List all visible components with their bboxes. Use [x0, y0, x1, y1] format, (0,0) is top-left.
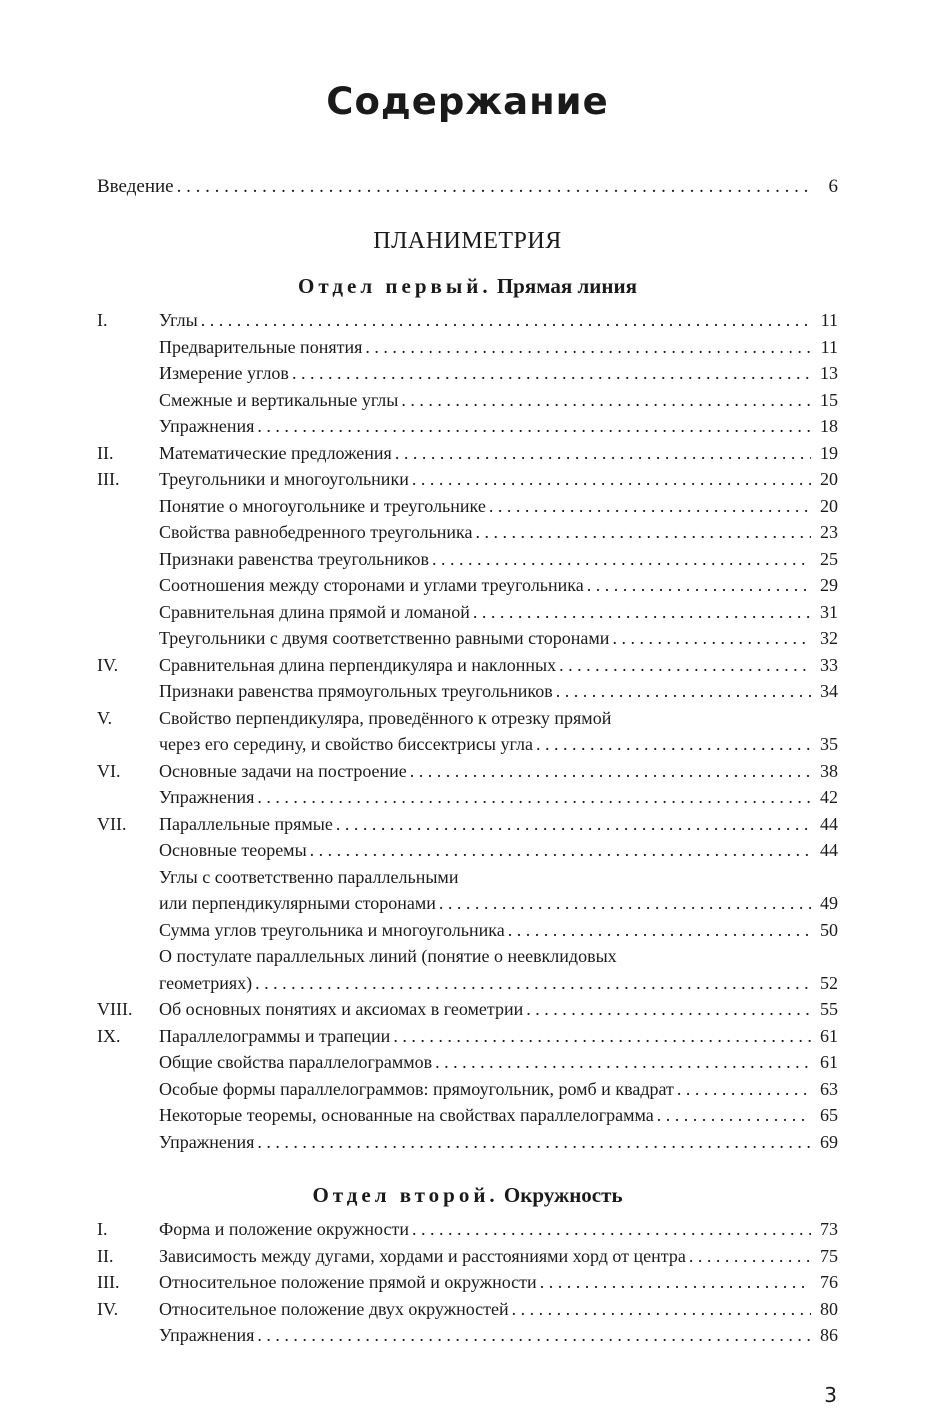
toc-entry-label: Треугольники с двумя соответственно равными сторонами: [159, 628, 610, 648]
leader-dots: [257, 1129, 811, 1156]
leader-dots: [435, 1049, 811, 1076]
toc-entry-number: IX.: [97, 1025, 121, 1046]
section-heading-1: [0, 274, 935, 299]
leader-dots: [395, 440, 811, 467]
leader-dots: [657, 1102, 811, 1129]
toc-entry-page: 52: [820, 972, 838, 993]
toc-section-1: [97, 307, 838, 1155]
toc-entry-label: Углы: [159, 310, 198, 330]
toc-entry-label: Математические предложения: [159, 442, 392, 463]
toc-entry-page: 44: [820, 840, 838, 860]
toc-entry-label: Упражнения: [159, 1131, 255, 1152]
toc-entry-page: 11: [820, 336, 838, 357]
toc-entry-page: 38: [820, 760, 838, 781]
section-heading-name: Окружность: [503, 1183, 623, 1207]
toc-entry-label: Сравнительная длина прямой и ломаной: [159, 601, 470, 622]
toc-entry-label: Упражнения: [159, 1325, 255, 1345]
toc-entry[interactable]: [97, 811, 838, 838]
toc-entry-label: Сумма углов треугольника и многоугольника: [159, 919, 505, 940]
toc-entry-label: Измерение углов: [159, 363, 289, 383]
toc-entry-label: Зависимость между дугами, хордами и расстояниями хорд от центра: [159, 1245, 686, 1266]
leader-dots: [365, 334, 811, 361]
section-heading-prefix: Отдел первый.: [298, 274, 492, 298]
toc-entry-page: 86: [820, 1325, 838, 1345]
toc-entry[interactable]: [97, 334, 838, 361]
leader-dots: [310, 837, 811, 864]
toc-entry-page: 31: [820, 601, 838, 622]
toc-entry-page: 50: [820, 919, 838, 940]
toc-entry-number: I.: [97, 310, 108, 330]
toc-entry-label: Упражнения: [159, 787, 255, 807]
section-heading-2: [0, 1183, 935, 1208]
toc-entry-page: 18: [820, 416, 838, 436]
toc-entry[interactable]: [97, 837, 838, 864]
toc-entry-label: Особые формы параллелограммов: прямоугольник, ромб и квадрат: [159, 1078, 674, 1099]
section-heading-prefix: Отдел второй.: [312, 1183, 499, 1207]
toc-entry[interactable]: [97, 466, 838, 493]
toc-entry-page: 6: [828, 176, 838, 197]
leader-dots: [536, 731, 811, 758]
toc-entry[interactable]: [97, 599, 838, 626]
leader-dots: [201, 307, 811, 334]
toc-entry-label: Сравнительная длина перпендикуляра и наклонных: [159, 654, 557, 675]
toc-entry-page: 15: [820, 389, 838, 410]
toc-entry[interactable]: [97, 413, 838, 440]
leader-dots: [612, 625, 811, 652]
toc-entry-label: Признаки равенства треугольников: [159, 548, 429, 569]
leader-dots: [257, 1322, 811, 1349]
toc-entry-page: 63: [820, 1078, 838, 1099]
leader-dots: [587, 572, 811, 599]
toc-entry-label: Свойства равнобедренного треугольника: [159, 522, 473, 542]
toc-entry-label: или перпендикулярными сторонами: [159, 893, 436, 913]
toc-entry-page: 20: [820, 495, 838, 516]
toc-entry-page: 35: [820, 734, 838, 754]
toc-entry[interactable]: [97, 519, 838, 546]
leader-dots: [412, 1216, 811, 1243]
toc-entry-number: IV.: [97, 1298, 119, 1319]
toc-entry[interactable]: [97, 784, 838, 811]
toc-entry-page: 44: [820, 813, 838, 834]
leader-dots: [439, 890, 811, 917]
toc-entry-page: 13: [820, 363, 838, 383]
toc-entry[interactable]: [97, 890, 838, 917]
toc-entry-page: 23: [820, 522, 838, 542]
toc-entry-label: Некоторые теоремы, основанные на свойствах параллелограмма: [159, 1105, 654, 1125]
toc-entry-page: 19: [820, 442, 838, 463]
toc-entry-label: Параллельные прямые: [159, 813, 333, 834]
toc-entry-page: 32: [820, 628, 838, 648]
leader-dots: [401, 387, 811, 414]
toc-entry[interactable]: [97, 970, 838, 997]
leader-dots: [257, 413, 811, 440]
toc-entry-number: VIII.: [97, 999, 133, 1019]
toc-entry-label: Относительное положение двух окружностей: [159, 1298, 509, 1319]
toc-entry-label: Параллелограммы и трапеции: [159, 1025, 391, 1046]
toc-entry[interactable]: [97, 652, 838, 679]
toc-entry[interactable]: [97, 917, 838, 944]
toc-entry-number: II.: [97, 1245, 114, 1266]
leader-dots: [410, 758, 811, 785]
toc-entry-label: Предварительные понятия: [159, 336, 363, 357]
toc-entry[interactable]: [97, 1076, 838, 1103]
toc-entry-page: 75: [820, 1245, 838, 1266]
leader-dots: [489, 493, 811, 520]
toc-entry[interactable]: [97, 1243, 838, 1270]
toc-entry-label: геометриях): [159, 972, 253, 993]
toc-entry-label: Свойство перпендикуляра, проведённого к отрезку прямой: [159, 707, 612, 728]
toc-entry[interactable]: [97, 1216, 838, 1243]
part-title: ПЛАНИМЕТРИЯ: [373, 228, 562, 254]
toc-entry[interactable]: [97, 864, 838, 891]
leader-dots: [556, 678, 811, 705]
toc-entry[interactable]: [97, 440, 838, 467]
toc-entry-page: 65: [820, 1105, 838, 1125]
toc-entry[interactable]: [97, 546, 838, 573]
toc-entry-label: Относительное положение прямой и окружности: [159, 1272, 537, 1292]
toc-entry-label: Углы с соответственно параллельными: [159, 866, 459, 887]
toc-entry[interactable]: [97, 625, 838, 652]
toc-entry-page: 61: [820, 1025, 838, 1046]
toc-entry-number: VII.: [97, 813, 127, 834]
toc-entry[interactable]: [97, 705, 838, 732]
page-number: 3: [824, 1383, 837, 1407]
toc-entry-page: 55: [820, 999, 838, 1019]
toc-entry-label: Общие свойства параллелограммов: [159, 1052, 433, 1072]
page-title: Содержание: [326, 80, 609, 123]
toc-entry-label: через его середину, и свойство биссектрисы угла: [159, 734, 533, 754]
toc-entry-page: 61: [820, 1052, 838, 1072]
toc-entry[interactable]: [97, 387, 838, 414]
toc-entry[interactable]: [97, 1322, 838, 1349]
toc-entry-number: V.: [97, 707, 113, 728]
toc-entry-label: Об основных понятиях и аксиомах в геометрии: [159, 999, 524, 1019]
toc-entry-label: Упражнения: [159, 416, 255, 436]
leader-dots: [257, 784, 811, 811]
toc-entry[interactable]: [97, 731, 838, 758]
toc-entry[interactable]: [97, 1296, 838, 1323]
toc-entry-label: Форма и положение окружности: [159, 1219, 409, 1239]
section-heading-name: Прямая линия: [496, 274, 637, 298]
toc-entry-label: Понятие о многоугольнике и треугольнике: [159, 495, 486, 516]
toc-entry-introduction[interactable]: [97, 176, 838, 198]
toc-entry-number: III.: [97, 469, 120, 489]
leader-dots: [393, 1023, 811, 1050]
toc-entry-number: VI.: [97, 760, 121, 781]
toc-entry-label: О постулате параллельных линий (понятие о неевклидовых: [159, 946, 617, 966]
toc-entry-page: 49: [820, 893, 838, 913]
toc-entry[interactable]: [97, 1023, 838, 1050]
toc-entry[interactable]: [97, 1129, 838, 1156]
toc-entry-page: 25: [820, 548, 838, 569]
leader-dots: [540, 1269, 811, 1296]
leader-dots: [476, 519, 811, 546]
toc-entry-page: 34: [820, 681, 838, 701]
toc-entry-number: IV.: [97, 654, 119, 675]
toc-entry-label: Признаки равенства прямоугольных треугольников: [159, 681, 553, 701]
leader-dots: [473, 599, 811, 626]
leader-dots: [559, 652, 811, 679]
leader-dots: [432, 546, 811, 573]
toc-entry[interactable]: [97, 996, 838, 1023]
leader-dots: [412, 466, 811, 493]
leader-dots: [526, 996, 811, 1023]
toc-entry-number: III.: [97, 1272, 120, 1292]
toc-entry[interactable]: [97, 307, 838, 334]
toc-entry-page: 42: [820, 787, 838, 807]
toc-entry[interactable]: [97, 493, 838, 520]
toc-entry-label: Смежные и вертикальные углы: [159, 389, 399, 410]
toc-entry[interactable]: [97, 1049, 838, 1076]
toc-entry-page: 11: [820, 310, 838, 330]
leader-dots: [677, 1076, 811, 1103]
toc-entry[interactable]: [97, 1102, 838, 1129]
toc-entry-label: Основные задачи на построение: [159, 760, 407, 781]
leader-dots: [177, 176, 811, 198]
leader-dots: [336, 811, 811, 838]
toc-entry[interactable]: [97, 943, 838, 970]
leader-dots: [512, 1296, 811, 1323]
toc-entry-page: 80: [820, 1298, 838, 1319]
toc-entry-page: 20: [820, 469, 838, 489]
toc-entry[interactable]: [97, 572, 838, 599]
toc-entry[interactable]: [97, 360, 838, 387]
toc-entry[interactable]: [97, 758, 838, 785]
leader-dots: [508, 917, 811, 944]
leader-dots: [292, 360, 811, 387]
toc-entry-label: Соотношения между сторонами и углами треугольника: [159, 575, 584, 595]
toc-entry[interactable]: [97, 1269, 838, 1296]
toc-section-2: [97, 1216, 838, 1349]
toc-entry-number: I.: [97, 1219, 108, 1239]
toc-entry-label: Основные теоремы: [159, 840, 307, 860]
leader-dots: [689, 1243, 811, 1270]
toc-entry-label: Введение: [97, 176, 174, 197]
toc-entry-page: 76: [820, 1272, 838, 1292]
toc-entry[interactable]: [97, 678, 838, 705]
leader-dots: [255, 970, 811, 997]
toc-entry-page: 73: [820, 1219, 838, 1239]
toc-entry-page: 33: [820, 654, 838, 675]
toc-entry-label: Треугольники и многоугольники: [159, 469, 409, 489]
toc-entry-page: 29: [820, 575, 838, 595]
toc-entry-page: 69: [820, 1131, 838, 1152]
toc-entry-number: II.: [97, 442, 114, 463]
